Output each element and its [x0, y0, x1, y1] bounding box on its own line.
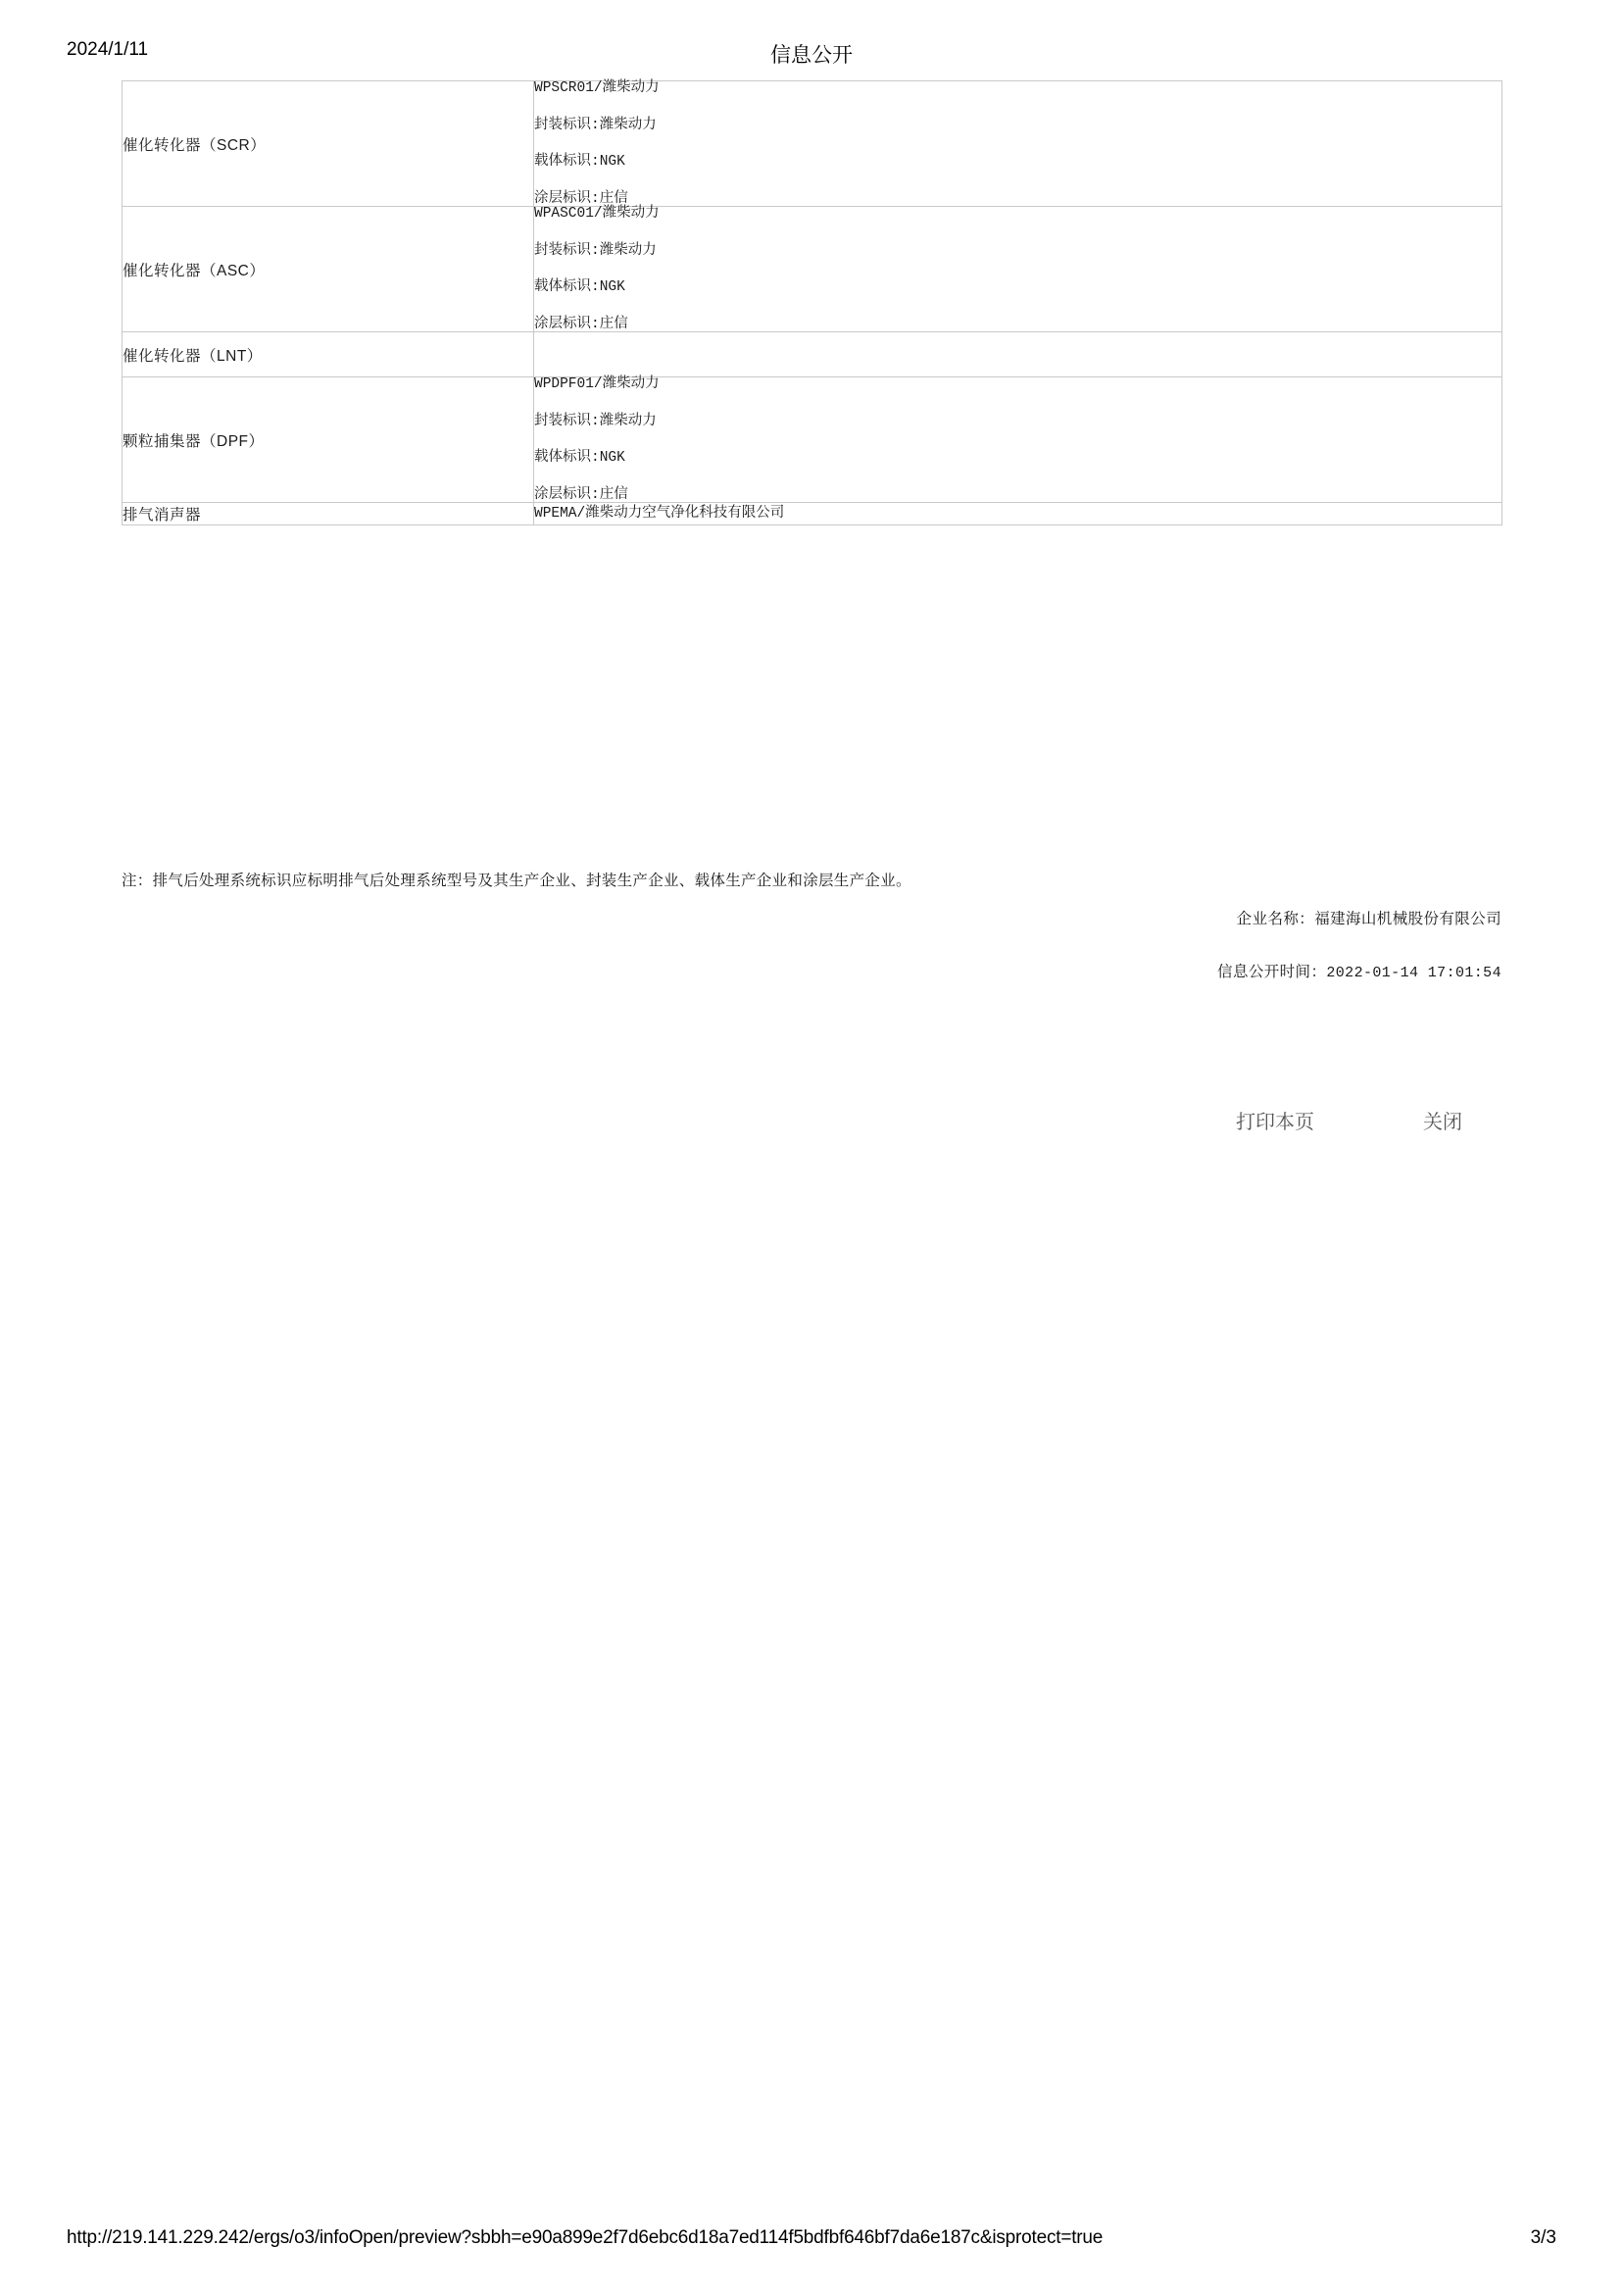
row-label: 颗粒捕集器（DPF） — [123, 377, 534, 503]
value-line: 载体标识:NGK — [534, 154, 625, 170]
value-line: 涂层标识:庄信 — [534, 486, 628, 503]
company-name-row — [1237, 907, 1501, 928]
row-label: 催化转化器（ASC） — [123, 207, 534, 332]
value-line: 涂层标识:庄信 — [534, 316, 628, 332]
table-row — [123, 81, 1502, 207]
table-body — [123, 81, 1502, 525]
table-row — [123, 332, 1502, 377]
value-line: 封装标识:潍柴动力 — [534, 242, 657, 259]
footer-page-number: 3/3 — [1530, 2227, 1556, 2248]
row-value — [534, 207, 1502, 332]
row-value — [534, 377, 1502, 503]
action-bar — [1011, 1106, 1501, 1135]
value-line: 封装标识:潍柴动力 — [534, 413, 657, 429]
table-row — [123, 503, 1502, 525]
publish-time-label: 信息公开时间： — [1217, 964, 1327, 980]
page-header — [0, 39, 1623, 69]
publish-time-row — [1217, 960, 1501, 981]
publish-time-value: 2022-01-14 17:01:54 — [1326, 965, 1501, 981]
row-label: 排气消声器 — [123, 503, 534, 525]
value-line: WPSCR01/潍柴动力 — [534, 80, 660, 96]
value-line: 载体标识:NGK — [534, 450, 625, 466]
value-line: 封装标识:潍柴动力 — [534, 117, 657, 133]
row-value — [534, 503, 1502, 525]
row-value — [534, 332, 1502, 377]
row-value — [534, 81, 1502, 207]
header-date: 2024/1/11 — [67, 39, 149, 60]
table-row — [123, 377, 1502, 503]
value-line: 涂层标识:庄信 — [534, 190, 628, 207]
value-line: WPEMA/潍柴动力空气净化科技有限公司 — [534, 505, 785, 522]
value-line: 载体标识:NGK — [534, 279, 625, 295]
company-name-value: 福建海山机械股份有限公司 — [1314, 911, 1501, 927]
print-button[interactable]: 打印本页 — [1236, 1112, 1314, 1133]
aftertreatment-table — [122, 80, 1502, 525]
value-line: WPASC01/潍柴动力 — [534, 206, 660, 222]
value-line: WPDPF01/潍柴动力 — [534, 376, 660, 392]
footer-url: http://219.141.229.242/ergs/o3/infoOpen/preview?sbbh=e90a899e2f7d6ebc6d18a7ed114f5bdfbf646bf7da6e187c&isprotect=true — [67, 2227, 1104, 2248]
company-name-label: 企业名称： — [1236, 911, 1315, 927]
row-label: 催化转化器（SCR） — [123, 81, 534, 207]
row-label: 催化转化器（LNT） — [123, 332, 534, 377]
table-row — [123, 207, 1502, 332]
page-title: 信息公开 — [770, 44, 853, 67]
close-button[interactable]: 关闭 — [1423, 1112, 1462, 1133]
table-note: 注：排气后处理系统标识应标明排气后处理系统型号及其生产企业、封装生产企业、载体生产企业和涂层生产企业。 — [122, 873, 911, 889]
